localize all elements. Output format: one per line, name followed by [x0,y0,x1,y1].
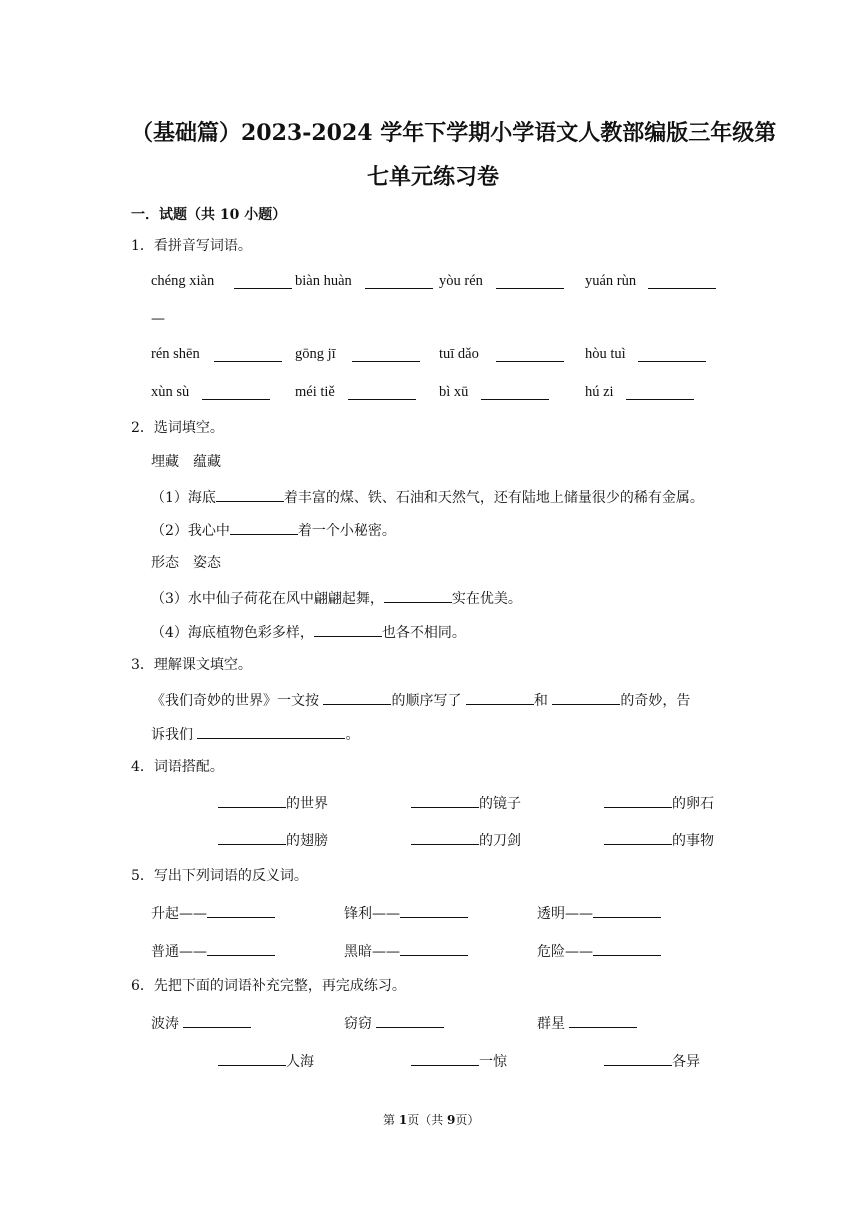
q3-line-1: 《我们奇妙的世界》一文按 的顺序写了 和 的奇妙，告 [151,690,690,710]
blank[interactable] [411,830,479,845]
section-heading: 一．试题（共 10 小题） [131,207,287,223]
blank[interactable] [604,830,672,845]
pinyin-7: tuī dǎo [439,346,479,362]
pinyin-8: hòu tuì [585,346,626,362]
blank[interactable] [218,793,286,808]
q5-item: 黑暗—— [344,941,468,961]
q5-item: 锋利—— [344,903,468,923]
blank[interactable] [626,385,694,400]
q4-item: 的镜子 [411,793,521,813]
blank[interactable] [411,793,479,808]
q3-line-2: 诉我们 。 [151,724,359,744]
blank[interactable] [411,1051,479,1066]
blank[interactable] [569,1013,637,1028]
blank[interactable] [218,1051,286,1066]
q1-stem: 1．看拼音写词语。 [131,238,252,254]
blank[interactable] [183,1013,251,1028]
q6-item: 人海 [218,1051,314,1071]
q4-stem: 4．词语搭配。 [131,759,224,775]
q4-item: 的刀剑 [411,830,521,850]
blank[interactable] [314,622,382,637]
q4-item: 的世界 [218,793,328,813]
blank[interactable] [496,347,564,362]
blank[interactable] [604,793,672,808]
page-footer: 第 1页（共 9页） [383,1113,480,1127]
blank[interactable] [197,724,345,739]
blank[interactable] [323,690,391,705]
blank[interactable] [481,385,549,400]
q6-item: 窃窃 [344,1013,444,1033]
q6-item: 各异 [604,1051,700,1071]
q2-s3: （3）水中仙子荷花在风中翩翩起舞， 实在优美。 [151,588,522,608]
blank[interactable] [230,520,298,535]
pinyin-9: xùn sù [151,384,190,400]
q2-words-1: 埋藏 蕴藏 [151,454,221,470]
pinyin-4: yuán rùn [585,273,637,289]
pinyin-10: méi tiě [295,384,335,400]
title-line-1: （基础篇）2023-2024 学年下学期小学语文人教部编版三年级第 [131,120,777,146]
blank[interactable] [202,385,270,400]
blank[interactable] [352,347,420,362]
q4-item: 的卵石 [604,793,714,813]
blank[interactable] [214,347,282,362]
blank[interactable] [648,274,716,289]
pinyin-6: gōng jī [295,346,336,362]
pinyin-11: bì xū [439,384,469,400]
blank[interactable] [466,690,534,705]
q6-stem: 6．先把下面的词语补充完整，再完成练习。 [131,978,406,994]
q5-item: 升起—— [151,903,275,923]
q2-s1: （1）海底 着丰富的煤、铁、石油和天然气，还有陆地上储量很少的稀有金属。 [151,487,704,507]
blank[interactable] [400,941,468,956]
q2-s2: （2）我心中 着一个小秘密。 [151,520,396,540]
blank[interactable] [552,690,620,705]
blank[interactable] [207,941,275,956]
q2-stem: 2．选词填空。 [131,420,224,436]
blank[interactable] [604,1051,672,1066]
q3-stem: 3．理解课文填空。 [131,657,252,673]
blank[interactable] [593,903,661,918]
pinyin-5: rén shēn [151,346,200,362]
q5-stem: 5．写出下列词语的反义词。 [131,868,308,884]
blank[interactable] [400,903,468,918]
blank[interactable] [638,347,706,362]
q6-item: 波涛 [151,1013,251,1033]
q5-item: 透明—— [537,903,661,923]
pinyin-1: chéng xiàn [151,273,215,289]
blank[interactable] [384,588,452,603]
blank[interactable] [348,385,416,400]
blank[interactable] [218,830,286,845]
blank[interactable] [365,274,433,289]
q4-item: 的事物 [604,830,714,850]
title-line-2: 七单元练习卷 [367,164,500,190]
blank[interactable] [234,274,292,289]
q6-item: 一惊 [411,1051,507,1071]
blank[interactable] [207,903,275,918]
blank[interactable] [496,274,564,289]
q6-item: 群星 [537,1013,637,1033]
pinyin-3: yòu rén [439,273,483,289]
pinyin-12: hú zi [585,384,614,400]
blank[interactable] [216,487,284,502]
q5-item: 危险—— [537,941,661,961]
q2-s4: （4）海底植物色彩多样， 也各不相同。 [151,622,466,642]
q4-item: 的翅膀 [218,830,328,850]
blank[interactable] [593,941,661,956]
pinyin-2: biàn huàn [295,273,352,289]
dash: — [151,311,165,327]
blank[interactable] [376,1013,444,1028]
q2-words-2: 形态 姿态 [151,555,221,571]
q5-item: 普通—— [151,941,275,961]
